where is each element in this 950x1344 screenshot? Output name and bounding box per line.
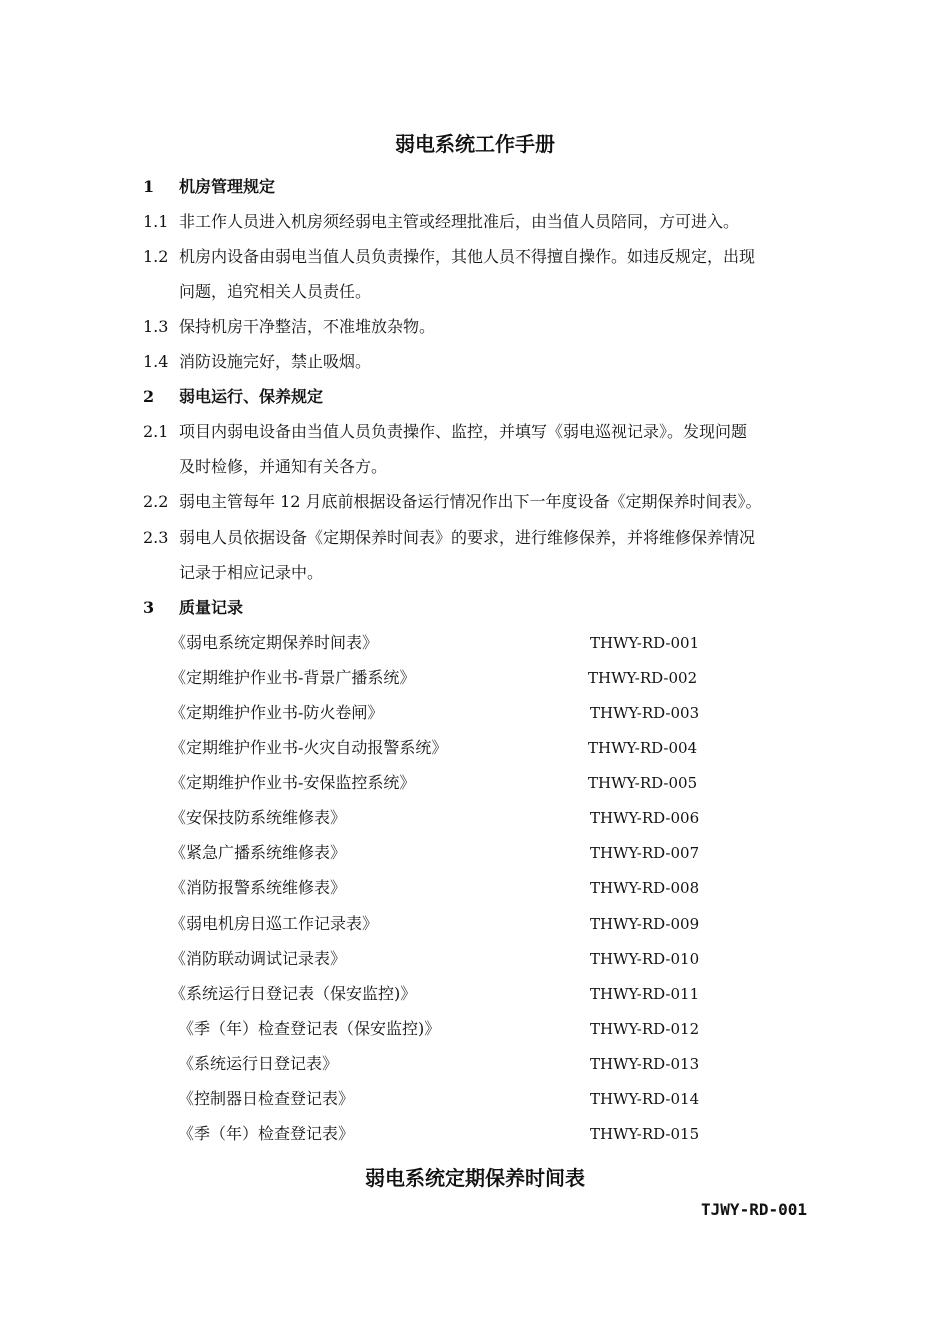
record-name: 《季（年）检查登记表》 bbox=[178, 1124, 355, 1143]
clause-number: 1.1 bbox=[143, 212, 169, 231]
section-2-heading bbox=[143, 386, 323, 408]
record-code: THWY-RD-007 bbox=[590, 844, 700, 862]
document-title: 弱电系统工作手册 bbox=[395, 132, 555, 156]
clause-2-1 bbox=[143, 414, 747, 449]
record-name: 《紧急广播系统维修表》 bbox=[170, 843, 347, 862]
clause-number: 1.2 bbox=[143, 247, 169, 266]
record-code: THWY-RD-003 bbox=[590, 704, 700, 722]
record-name: 《定期维护作业书-防火卷闸》 bbox=[170, 703, 384, 722]
clause-text: 保持机房干净整洁，不准堆放杂物。 bbox=[179, 317, 436, 336]
record-name: 《定期维护作业书-火灾自动报警系统》 bbox=[170, 738, 448, 757]
record-name: 《定期维护作业书-背景广播系统》 bbox=[170, 668, 416, 687]
record-code: THWY-RD-002 bbox=[588, 669, 698, 687]
clause-2-3 bbox=[143, 520, 755, 555]
record-code: THWY-RD-009 bbox=[590, 915, 700, 933]
clause-2-2 bbox=[143, 484, 762, 519]
clause-number: 1.4 bbox=[143, 352, 169, 371]
clause-2-1-continued: 及时检修，并通知有关各方。 bbox=[179, 457, 388, 476]
record-code: THWY-RD-015 bbox=[590, 1125, 700, 1143]
record-code: THWY-RD-010 bbox=[590, 950, 700, 968]
record-name: 《季（年）检查登记表（保安监控)》 bbox=[178, 1019, 441, 1038]
record-code: THWY-RD-014 bbox=[590, 1090, 700, 1108]
clause-text: 项目内弱电设备由当值人员负责操作、监控，并填写《弱电巡视记录》。发现问题 bbox=[179, 422, 748, 441]
clause-number: 2.1 bbox=[143, 422, 169, 441]
section-title: 弱电运行、保养规定 bbox=[179, 387, 324, 406]
record-name: 《弱电机房日巡工作记录表》 bbox=[170, 914, 379, 933]
clause-1-2 bbox=[143, 239, 755, 274]
clause-1-2-continued: 问题，追究相关人员责任。 bbox=[179, 282, 372, 301]
record-name: 《定期维护作业书-安保监控系统》 bbox=[170, 773, 416, 792]
section-title: 机房管理规定 bbox=[179, 177, 276, 196]
clause-text: 弱电主管每年 12 月底前根据设备运行情况作出下一年度设备《定期保养时间表》。 bbox=[179, 492, 762, 511]
clause-text: 非工作人员进入机房须经弱电主管或经理批准后，由当值人员陪同，方可进入。 bbox=[179, 212, 740, 231]
clause-2-3-continued: 记录于相应记录中。 bbox=[179, 563, 324, 582]
record-name: 《消防报警系统维修表》 bbox=[170, 878, 347, 897]
section-number: 1 bbox=[143, 177, 155, 196]
record-code: THWY-RD-004 bbox=[588, 739, 698, 757]
clause-text: 机房内设备由弱电当值人员负责操作，其他人员不得擅自操作。如违反规定，出现 bbox=[179, 247, 756, 266]
table-page-title: 弱电系统定期保养时间表 bbox=[365, 1166, 585, 1190]
record-name: 《弱电系统定期保养时间表》 bbox=[170, 633, 379, 652]
record-code: THWY-RD-001 bbox=[590, 634, 700, 652]
record-code: THWY-RD-013 bbox=[590, 1055, 700, 1073]
clause-1-4 bbox=[143, 344, 371, 379]
record-code: THWY-RD-006 bbox=[590, 809, 700, 827]
record-name: 《系统运行日登记表（保安监控)》 bbox=[170, 984, 417, 1003]
clause-1-3 bbox=[143, 309, 435, 344]
record-name: 《控制器日检查登记表》 bbox=[178, 1089, 355, 1108]
section-1-heading bbox=[143, 176, 275, 198]
record-code: THWY-RD-012 bbox=[590, 1020, 700, 1038]
section-3-heading bbox=[143, 597, 243, 619]
section-number: 2 bbox=[143, 387, 155, 406]
record-name: 《消防联动调试记录表》 bbox=[170, 949, 347, 968]
form-code: TJWY-RD-001 bbox=[701, 1200, 807, 1219]
record-code: THWY-RD-008 bbox=[590, 879, 700, 897]
clause-text: 弱电人员依据设备《定期保养时间表》的要求，进行维修保养，并将维修保养情况 bbox=[179, 528, 756, 547]
record-code: THWY-RD-011 bbox=[590, 985, 700, 1003]
record-name: 《安保技防系统维修表》 bbox=[170, 808, 347, 827]
record-name: 《系统运行日登记表》 bbox=[178, 1054, 339, 1073]
clause-text: 消防设施完好，禁止吸烟。 bbox=[179, 352, 372, 371]
record-code: THWY-RD-005 bbox=[588, 774, 698, 792]
clause-number: 1.3 bbox=[143, 317, 169, 336]
section-number: 3 bbox=[143, 598, 155, 617]
clause-number: 2.2 bbox=[143, 492, 169, 511]
clause-number: 2.3 bbox=[143, 528, 169, 547]
clause-1-1 bbox=[143, 204, 739, 239]
section-title: 质量记录 bbox=[179, 598, 244, 617]
